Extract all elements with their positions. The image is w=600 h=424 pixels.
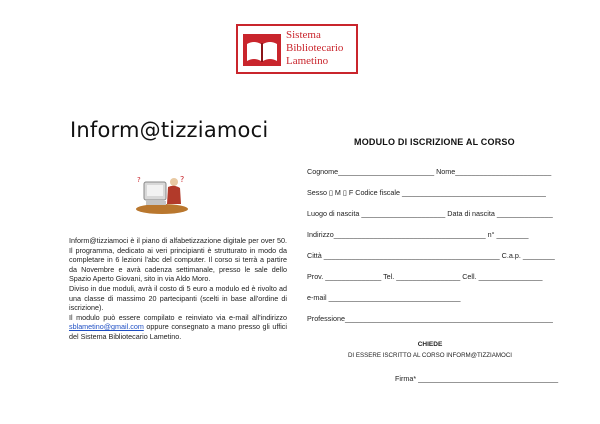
field-professione[interactable]: Professione____________________________________________________ <box>307 314 553 323</box>
field-citta-cap[interactable]: Città ____________________________________________ C.a.p. ________ <box>307 251 555 260</box>
email-link[interactable]: sblametino@gmail.com <box>69 322 144 332</box>
chiede-heading: CHIEDE <box>417 341 443 348</box>
page-title: Inform@tizziamoci <box>70 118 269 142</box>
form-title: MODULO DI ISCRIZIONE AL CORSO <box>354 137 515 147</box>
senior-computer-illustration <box>134 172 190 216</box>
field-cognome-nome[interactable]: Cognome________________________ Nome________________________ <box>307 167 552 176</box>
description-paragraph-3b: oppure consegnato a mano presso gli uffici del Sistema Bibliotecario Lametino. <box>69 322 287 341</box>
field-email[interactable]: e-mail _________________________________ <box>307 293 461 302</box>
logo-text <box>286 29 358 68</box>
field-luogo-data-nascita[interactable]: Luogo di nascita _____________________ Data di nascita ______________ <box>307 209 553 218</box>
description-paragraph-2: Diviso in due moduli, avrà il costo di 5 euro a modulo ed è rivolto ad una classe di massimo 20 partecipanti (scelti in base all'ordine di iscrizione). <box>69 283 287 313</box>
logo-line-2: Bibliotecario <box>286 42 344 54</box>
field-prov-tel-cell[interactable]: Prov. ______________ Tel. ________________ Cell. ________________ <box>307 272 543 281</box>
description-paragraph-3a: Il modulo può essere compilato e reinviato via e-mail all'indirizzo <box>69 312 287 322</box>
description-text <box>69 236 287 342</box>
svg-text:?: ? <box>137 176 141 184</box>
field-sesso-codice-fiscale[interactable]: Sesso ▯ M ▯ F Codice fiscale ____________________________________ <box>307 188 546 197</box>
request-block <box>305 341 555 359</box>
signature-field[interactable]: Firma* ___________________________________ <box>395 374 559 383</box>
svg-text:?: ? <box>180 175 185 184</box>
description-paragraph-3 <box>69 313 287 342</box>
logo <box>236 24 358 74</box>
open-book-icon <box>242 32 282 68</box>
chiede-subtitle: DI ESSERE ISCRITTO AL CORSO INFORM@TIZZIAMOCI <box>347 352 513 359</box>
field-indirizzo[interactable]: Indirizzo______________________________________ n° ________ <box>307 230 529 239</box>
logo-line-3: Lametino <box>286 55 329 67</box>
logo-line-1: Sistema <box>286 29 321 41</box>
description-paragraph-1: Inform@tizziamoci è il piano di alfabetizzazione digitale per over 50. Il programma, dedicato ai veri principianti è strutturato in modo da completare in 6 lezioni l'abc del computer. Il corso si terrà a partire da Novembre e avrà cadenza settimanale, presso le sale dello Spazio Aperto Giovani, sito in via Aldo Moro. <box>69 236 287 284</box>
